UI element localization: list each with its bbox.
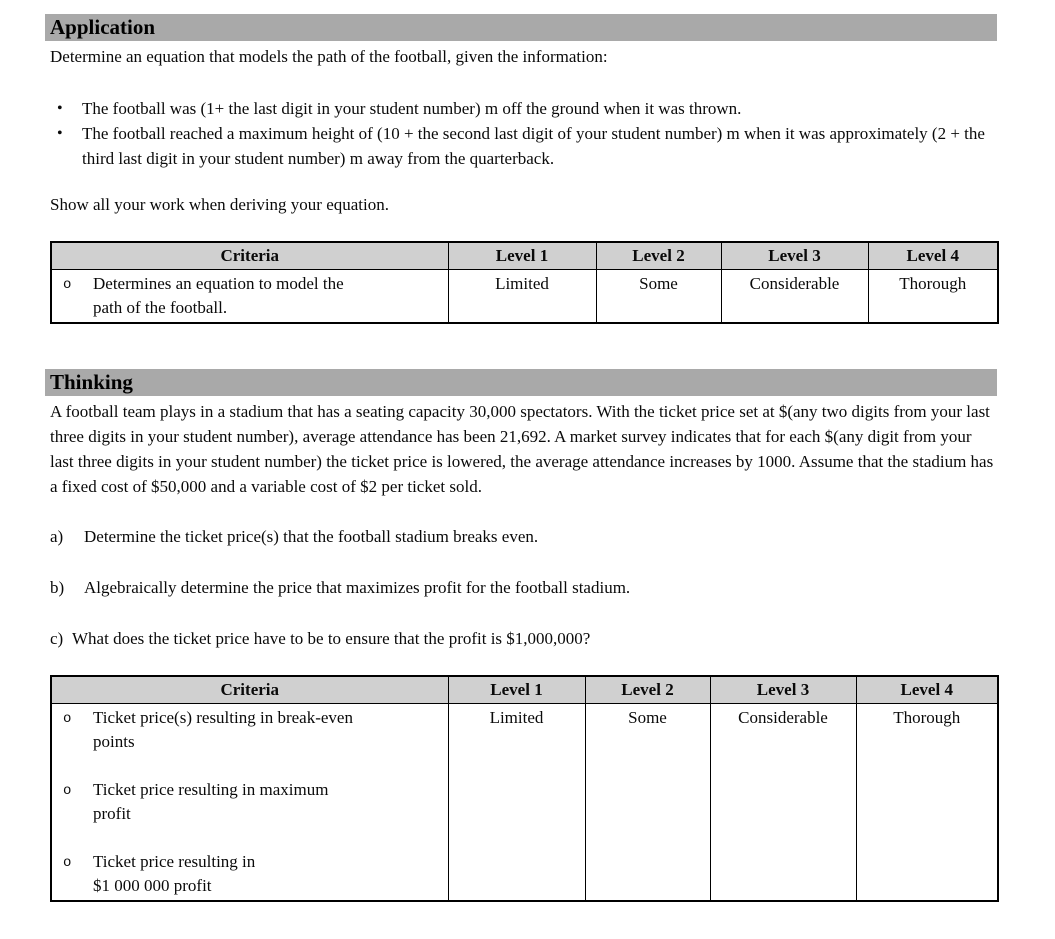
question-text: Determine the ticket price(s) that the football stadium breaks even.	[84, 527, 539, 546]
level-1-cell: Limited	[448, 704, 585, 902]
level-2-cell: Some	[585, 704, 710, 902]
bullet-icon: •	[57, 100, 63, 117]
level-2-header-cell: Level 2	[596, 242, 721, 270]
level-1-header-cell: Level 1	[448, 242, 596, 270]
criteria-text-line: Ticket price resulting in maximum	[93, 780, 329, 799]
rubric-header-row	[51, 676, 998, 704]
level-3-cell: Considerable	[721, 270, 868, 324]
level-2-header-cell: Level 2	[585, 676, 710, 704]
thinking-title: Thinking	[50, 370, 133, 394]
thinking-rubric-table	[50, 675, 999, 902]
level-1-header-cell: Level 1	[448, 676, 585, 704]
bullet-text: The football reached a maximum height of (10 + the second last digit of your student number) m when it was approximately (2 + the third last digit in your student number) m away from the quarterback.	[82, 124, 985, 168]
level-4-cell: Thorough	[856, 704, 998, 902]
sub-bullet-icon: o	[63, 783, 72, 799]
sub-bullet-icon: o	[63, 711, 72, 727]
criteria-cell	[51, 270, 448, 324]
application-intro: Determine an equation that models the path of the football, given the information:	[50, 47, 608, 66]
criteria-item	[52, 706, 440, 754]
question-label: c)	[50, 629, 64, 648]
section-application	[45, 14, 997, 324]
criteria-text-line: points	[93, 732, 135, 751]
rubric-body-row	[51, 704, 998, 902]
bullet-item	[45, 121, 997, 171]
bullet-item	[45, 96, 997, 121]
level-3-header-cell: Level 3	[721, 242, 868, 270]
question-item-b	[50, 575, 997, 601]
level-4-header-cell: Level 4	[868, 242, 998, 270]
criteria-text-line: path of the football.	[93, 298, 228, 317]
thinking-paragraph: A football team plays in a stadium that has a seating capacity 30,000 spectators. With the ticket price set at $(any two digits from your last three digits in your student number), average attendance has been 21,692. A market survey indicates that for each $(any digit from your last three digits in your student number) the ticket price is lowered, the average attendance increases by 1000. Assume that the stadium has a fixed cost of $50,000 and a variable cost of $2 per ticket sold.	[50, 402, 994, 496]
bullet-icon: •	[57, 125, 63, 142]
question-item-c	[50, 626, 997, 652]
criteria-item	[52, 778, 440, 826]
level-1-cell: Limited	[448, 270, 596, 324]
criteria-item	[52, 850, 440, 898]
section-thinking	[45, 369, 997, 902]
thinking-header-bar	[45, 369, 997, 396]
question-text: What does the ticket price have to be to ensure that the profit is $1,000,000?	[72, 629, 591, 648]
application-title: Application	[50, 15, 156, 39]
criteria-text-line: Ticket price(s) resulting in break-even	[93, 708, 353, 727]
criteria-text-line: Ticket price resulting in	[93, 852, 256, 871]
criteria-text-line: Determines an equation to model the	[93, 274, 344, 293]
criteria-item	[52, 272, 440, 320]
criteria-header-cell: Criteria	[51, 676, 448, 704]
rubric-body-row	[51, 270, 998, 324]
application-header-bar	[45, 14, 997, 41]
question-label: a)	[50, 527, 64, 546]
application-rubric-table	[50, 241, 999, 324]
question-label: b)	[50, 578, 65, 597]
rubric-header-row	[51, 242, 998, 270]
criteria-text-line: $1 000 000 profit	[93, 876, 212, 895]
criteria-header-cell: Criteria	[51, 242, 448, 270]
criteria-cell	[51, 704, 448, 902]
application-outro: Show all your work when deriving your equation.	[50, 195, 389, 214]
level-3-cell: Considerable	[710, 704, 856, 902]
level-4-cell: Thorough	[868, 270, 998, 324]
bullet-text: The football was (1+ the last digit in your student number) m off the ground when it was thrown.	[82, 99, 742, 118]
question-item-a	[50, 524, 997, 550]
question-text: Algebraically determine the price that maximizes profit for the football stadium.	[84, 578, 631, 597]
sub-bullet-icon: o	[63, 855, 72, 871]
level-2-cell: Some	[596, 270, 721, 324]
application-bullet-list	[45, 96, 997, 171]
level-3-header-cell: Level 3	[710, 676, 856, 704]
sub-bullet-icon: o	[63, 277, 72, 293]
level-4-header-cell: Level 4	[856, 676, 998, 704]
criteria-text-line: profit	[93, 804, 131, 823]
